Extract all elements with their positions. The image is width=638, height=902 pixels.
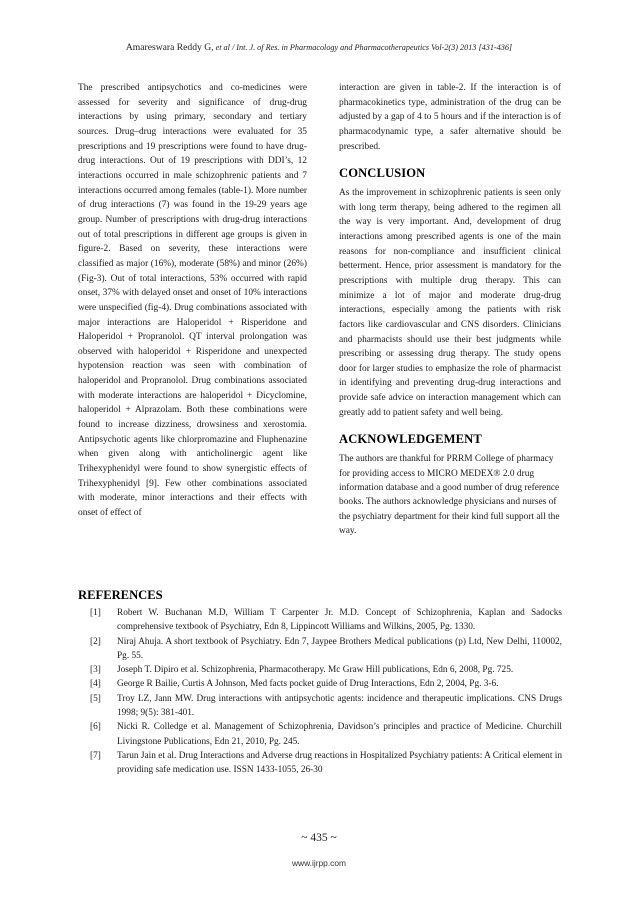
reference-number: [4] xyxy=(90,679,101,690)
reference-text: Troy LZ, Jann MW. Drug interactions with antipsychotic agents: incidence and therapeutic implications. CNS Drugs 1998; 9(5): 381-401. xyxy=(117,693,562,719)
reference-text: Niraj Ahuja. A short textbook of Psychiatry. Edn 7, Jaypee Brothers Medical publications (p) Ltd, New Delhi, 110002, Pg. 55. xyxy=(117,636,562,661)
results-paragraph: The prescribed antipsychotics and co-medicines were assessed for severity and significance of drug-drug interactions by using primary, secondary and tertiary sources. Drug–drug interactions were evaluated for 35 prescriptions and 19 prescriptions were found to have drug-drug interactions. Out of 19 prescriptions with DDI’s, 12 interactions occurred in male schizophrenic patients and 7 interactions occurred among females (table-1). More number of drug interactions (7) was found in the 19-29 years age group. Number of prescriptions with drug-drug interactions out of total prescriptions in different age groups is given in figure-2. Based on severity, these interactions were classified as major (16%), moderate (58%) and minor (26%) (Fig-3). Out of total interactions, 53% occurred with rapid onset, 37% with delayed onset and onset of 10% interactions were unspecified (fig-4). Drug combinations associated with major interactions are Haloperidol + Risperidone and Haloperidol + Propranolol. QT interval prolongation was observed with haloperidol + Risperidone and unexpected hypotension reaction was seen with combination of haloperidol and Propranolol. Drug combinations associated with moderate interactions are haloperidol + Dicyclomine, haloperidol + Alprazolam. Both these combinations were found to increase dizziness, drowsiness and xerostomia. Antipsychotic agents like chlorpromazine and Fluphenazine when given along with anticholinergic agent like Trihexyphenidyl were found to show synergistic effects of Trihexyphenidyl [9]. Few other combinations associated with moderate, minor interactions and their effects with onset of effect of xyxy=(78,83,307,519)
reference-text: George R Bailie, Curtis A Johnson, Med facts pocket guide of Drug Interactions, Edn 2, 2004, Pg. 3-6. xyxy=(117,679,499,690)
header-citation: et al / Int. J. of Res. in Pharmacology and Pharmacotherapeutics Vol-2(3) 2013 [431-436] xyxy=(213,43,513,52)
results-paragraph-continued: interaction are given in table-2. If the interaction is of pharmacokinetics type, administration of the drug can be adjusted by a gap of 4 to 5 hours and if the interaction is of pharmacodynamic type, a safer alternative should be prescribed. xyxy=(339,83,561,152)
reference-text: Nicki R. Colledge et al. Management of Schizophrenia, Davidson’s principles and practice of Medicine. Churchill Livingstone Publications, Edn 21, 2010, Pg. 245. xyxy=(117,722,562,747)
reference-text: Joseph T. Dipiro et al. Schizophrenia, Pharmacotherapy. Mc Graw Hill publications, Edn 6, 2008, Pg. 725. xyxy=(117,665,514,676)
reference-item xyxy=(90,720,562,749)
reference-number: [3] xyxy=(90,665,101,676)
reference-number: [6] xyxy=(90,722,101,733)
right-column xyxy=(339,81,561,539)
running-header xyxy=(0,42,638,53)
reference-item xyxy=(90,677,562,691)
reference-number: [2] xyxy=(90,636,101,647)
reference-number: [7] xyxy=(90,750,101,761)
header-authors: Amareswara Reddy G, xyxy=(125,42,214,53)
reference-text: Tarun Jain et al. Drug Interactions and Adverse drug reactions in Hospitalized Psychiatry patients: A Critical element in providing safe medication use. ISSN 1433-1055, 26-30 xyxy=(117,750,562,776)
conclusion-heading: CONCLUSION xyxy=(339,166,426,181)
reference-number: [5] xyxy=(90,693,101,704)
journal-url: www.ijrpp.com xyxy=(292,858,346,868)
conclusion-text: As the improvement in schizophrenic patients is seen only with long term therapy, being adhered to the regimen all the way is very important. And, development of drug interactions among prescribed agents is one of the main reasons for non-compliance and insufficient clinical betterment. Hence, prior assessment is mandatory for the prescriptions with multiple drug therapy. This can minimize a lot of major and moderate drug-drug interactions, especially among the patients with risk factors like cardiovascular and CNS disorders. Clinicians and pharmacists should use their best judgments while prescribing or assessing drug therapy. The study opens door for larger studies to emphasize the role of pharmacist in identifying and preventing drug-drug interactions and provide safe advice on interaction management which can greatly add to patient safety and well being. xyxy=(339,187,561,418)
reference-item xyxy=(90,692,562,721)
page-number: ~ 435 ~ xyxy=(301,832,337,844)
references-section xyxy=(78,588,562,778)
acknowledgement-text: The authors are thankful for PRRM College of pharmacy for providing access to MICRO MEDEX® 2.0 drug information database and a good number of drug reference books. The authors acknowledge physicians and nurses of the psychiatry department for their kind full support all the way. xyxy=(339,454,560,537)
acknowledgement-heading: ACKNOWLEDGEMENT xyxy=(339,432,482,447)
references-heading: REFERENCES xyxy=(78,588,163,602)
reference-item xyxy=(90,749,562,778)
left-column xyxy=(78,81,307,521)
reference-item xyxy=(90,606,562,635)
reference-item xyxy=(90,635,562,664)
reference-text: Robert W. Buchanan M.D, William T Carpenter Jr. M.D. Concept of Schizophrenia, Kaplan and Sadocks comprehensive textbook of Psychiatry, Edn 8, Lippincott Williams and Wilkins, 2005, Pg. 1330. xyxy=(117,608,562,633)
reference-number: [1] xyxy=(90,608,101,618)
reference-item xyxy=(90,663,562,677)
